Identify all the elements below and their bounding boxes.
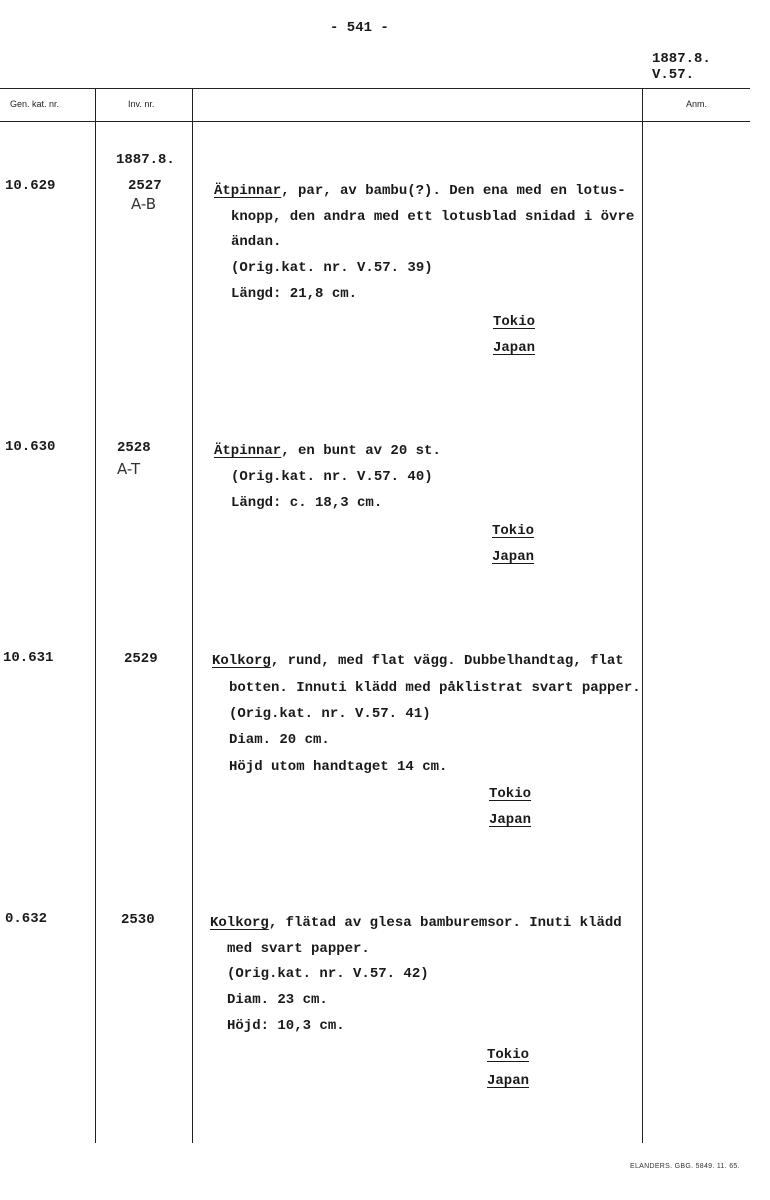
entry-title: Kolkorg: [212, 653, 271, 669]
catalog-ref-line2: V.57.: [652, 67, 695, 83]
page-number: - 541 -: [330, 20, 389, 36]
column-divider-3: [642, 88, 643, 1143]
place-country: Japan: [489, 812, 532, 828]
entry-title: Ätpinnar: [214, 443, 282, 459]
entry-line-4: Diam. 23 cm.: [227, 992, 328, 1008]
entry-text: , flätad av glesa bamburemsor. Inuti klädd: [268, 915, 622, 931]
column-divider-2: [192, 88, 193, 1143]
entry-line-4: (Orig.kat. nr. V.57. 39): [231, 260, 433, 276]
table-header-rule: [0, 121, 750, 122]
gen-kat-number: 10.629: [5, 178, 56, 194]
printer-imprint: ELANDERS. GBG. 5849. 11. 65.: [630, 1163, 740, 1170]
entry-line-1: [214, 183, 626, 199]
inv-date: 1887.8.: [116, 152, 175, 168]
inv-number: 2527: [128, 178, 162, 194]
catalog-ref-line1: 1887.8.: [652, 51, 711, 67]
entry-line-1: [214, 443, 441, 459]
column-header-inv: Inv. nr.: [128, 99, 155, 109]
gen-kat-number: 0.632: [5, 911, 48, 927]
place-country: Japan: [487, 1073, 530, 1089]
place-city: Tokio: [493, 314, 536, 330]
entry-text: , en bunt av 20 st.: [281, 443, 441, 459]
entry-line-3: (Orig.kat. nr. V.57. 41): [229, 706, 431, 722]
entry-text: , par, av bambu(?). Den ena med en lotus-: [281, 183, 626, 199]
entry-line-3: ändan.: [231, 234, 282, 250]
entry-line-5: Längd: 21,8 cm.: [231, 286, 358, 302]
handwritten-note: A-B: [131, 195, 157, 213]
entry-line-3: Längd: c. 18,3 cm.: [231, 495, 383, 511]
entry-line-1: [212, 653, 624, 669]
place-country: Japan: [493, 340, 536, 356]
table-top-rule: [0, 88, 750, 89]
handwritten-note: A-T: [117, 460, 141, 478]
entry-text: , rund, med flat vägg. Dubbelhandtag, flat: [270, 653, 624, 669]
entry-line-2: botten. Innuti klädd med påklistrat svart papper.: [229, 680, 641, 696]
place-city: Tokio: [489, 786, 532, 802]
entry-line-2: med svart papper.: [227, 941, 370, 957]
entry-line-4: Diam. 20 cm.: [229, 732, 330, 748]
entry-line-5: Höjd utom handtaget 14 cm.: [229, 759, 448, 775]
column-divider-1: [95, 88, 96, 1143]
column-header-gen-kat: Gen. kat. nr.: [10, 99, 60, 109]
gen-kat-number: 10.631: [3, 650, 54, 666]
entry-line-1: [210, 915, 622, 931]
entry-title: Ätpinnar: [214, 183, 282, 199]
gen-kat-number: 10.630: [5, 439, 56, 455]
entry-line-5: Höjd: 10,3 cm.: [227, 1018, 345, 1034]
entry-line-2: knopp, den andra med ett lotusblad snidad i övre: [231, 209, 635, 225]
entry-line-3: (Orig.kat. nr. V.57. 42): [227, 966, 429, 982]
place-city: Tokio: [492, 523, 535, 539]
place-city: Tokio: [487, 1047, 530, 1063]
inv-number: 2530: [121, 912, 155, 928]
inv-number: 2528: [117, 440, 151, 456]
entry-title: Kolkorg: [210, 915, 269, 931]
entry-line-2: (Orig.kat. nr. V.57. 40): [231, 469, 433, 485]
inv-number: 2529: [124, 651, 158, 667]
column-header-anm: Anm.: [686, 99, 708, 109]
place-country: Japan: [492, 549, 535, 565]
